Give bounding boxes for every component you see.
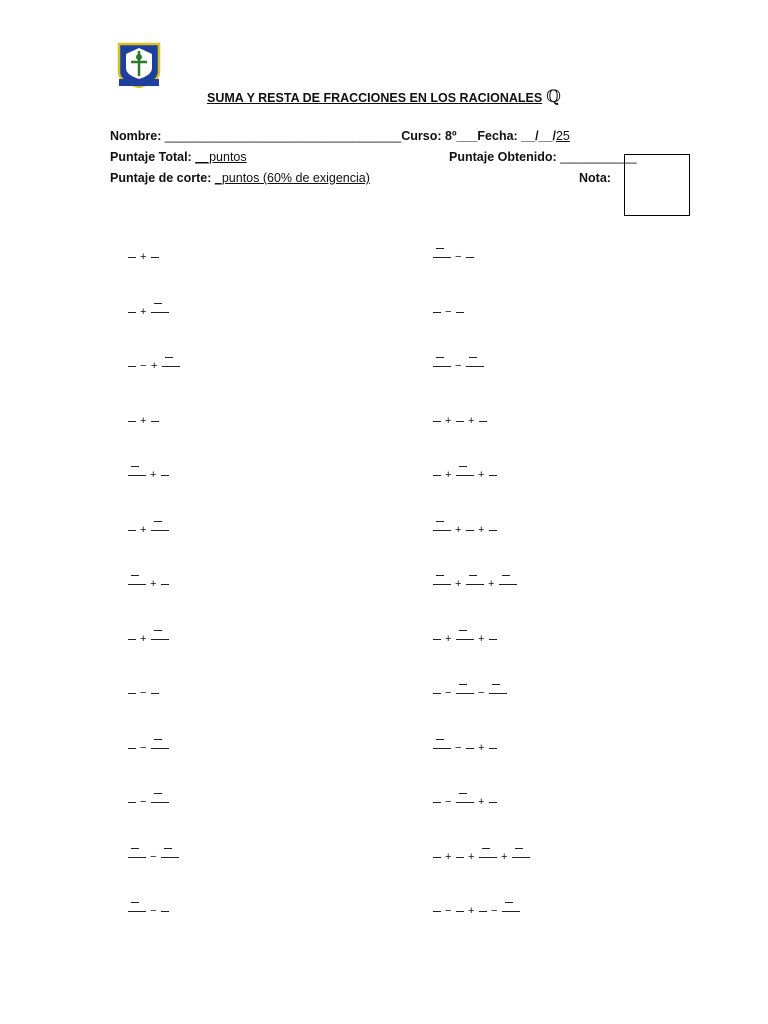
- minus-operator: −: [140, 796, 147, 808]
- blank-term[interactable]: [128, 639, 136, 640]
- numerator-blank[interactable]: [505, 902, 513, 903]
- fraction-bar: [466, 366, 484, 367]
- plus-operator: +: [468, 850, 475, 863]
- exercise-right-5: [433, 468, 633, 492]
- minus-operator: −: [491, 905, 498, 917]
- fraction-bar: [512, 857, 530, 858]
- exercise-right-1: [433, 250, 633, 274]
- puntaje-obtenido-label: Puntaje Obtenido:: [449, 150, 557, 164]
- fraction-bar: [433, 530, 451, 531]
- minus-operator: −: [150, 850, 157, 863]
- blank-term[interactable]: [128, 693, 136, 694]
- fecha-year: 25: [555, 129, 570, 143]
- plus-operator: +: [445, 850, 452, 863]
- plus-operator: +: [468, 905, 475, 917]
- grade-box[interactable]: [624, 154, 690, 216]
- fraction-bar: [479, 857, 497, 858]
- cutoff-row: [110, 171, 370, 185]
- blank-term[interactable]: [151, 257, 159, 258]
- blank-term[interactable]: [128, 802, 136, 803]
- blank-term[interactable]: [466, 530, 474, 531]
- fraction-bar: [499, 584, 517, 585]
- fraction-bar: [128, 475, 146, 476]
- plus-operator: +: [140, 523, 147, 536]
- numerator-blank[interactable]: [436, 248, 444, 249]
- numerator-blank[interactable]: [131, 575, 139, 576]
- school-logo: [117, 42, 161, 88]
- blank-term[interactable]: [433, 911, 441, 912]
- numerator-blank[interactable]: [482, 848, 490, 849]
- fecha-label: Fecha:: [477, 129, 518, 143]
- minus-operator: −: [455, 360, 462, 372]
- rational-set-symbol: ℚ: [546, 87, 562, 107]
- plus-operator: +: [151, 360, 158, 372]
- fraction-bar: [502, 911, 520, 912]
- fraction-bar: [128, 857, 146, 858]
- minus-operator: −: [455, 741, 462, 754]
- numerator-blank[interactable]: [502, 575, 510, 576]
- minus-operator: −: [478, 687, 485, 699]
- blank-term[interactable]: [128, 312, 136, 313]
- blank-term[interactable]: [433, 475, 441, 476]
- exercise-left-6: [128, 523, 328, 547]
- plus-operator: +: [478, 741, 485, 754]
- blank-term[interactable]: [433, 421, 441, 422]
- plus-operator: +: [478, 469, 485, 481]
- numerator-blank[interactable]: [469, 575, 477, 576]
- exercise-right-12: [433, 850, 633, 874]
- numerator-blank[interactable]: [154, 521, 162, 522]
- plus-operator: +: [140, 251, 147, 263]
- exercise-left-1: [128, 250, 328, 274]
- numerator-blank[interactable]: [154, 793, 162, 794]
- numerator-blank[interactable]: [459, 466, 467, 467]
- curso-field[interactable]: 8º___: [445, 129, 478, 143]
- blank-term[interactable]: [456, 911, 464, 912]
- plus-operator: +: [140, 632, 147, 645]
- fraction-bar: [456, 693, 474, 694]
- exercise-left-12: [128, 850, 328, 874]
- fraction-bar: [433, 366, 451, 367]
- plus-operator: +: [501, 850, 508, 863]
- exercise-left-11: [128, 795, 328, 819]
- exercise-left-8: [128, 632, 328, 656]
- fecha-field[interactable]: __/__/: [521, 129, 556, 143]
- exercise-left-3: [128, 359, 328, 383]
- blank-term[interactable]: [151, 421, 159, 422]
- plus-operator: +: [445, 414, 452, 427]
- plus-operator: +: [445, 469, 452, 481]
- minus-operator: −: [445, 305, 452, 318]
- puntaje-corte-label: Puntaje de corte:: [110, 171, 212, 185]
- exercise-right-6: [433, 523, 633, 547]
- plus-operator: +: [445, 632, 452, 645]
- puntaje-corte-field[interactable]: _puntos (60% de exigencia): [214, 171, 370, 185]
- plus-operator: +: [468, 414, 475, 427]
- plus-operator: +: [478, 632, 485, 645]
- numerator-blank[interactable]: [165, 357, 173, 358]
- blank-term[interactable]: [151, 693, 159, 694]
- nombre-field[interactable]: __________________________________: [164, 129, 402, 143]
- fraction-bar: [128, 911, 146, 912]
- numerator-blank[interactable]: [436, 739, 444, 740]
- blank-term[interactable]: [433, 639, 441, 640]
- blank-term[interactable]: [128, 366, 136, 367]
- exercise-left-2: [128, 305, 328, 329]
- minus-operator: −: [150, 905, 157, 917]
- blank-term[interactable]: [433, 312, 441, 313]
- exercise-right-10: [433, 741, 633, 765]
- fraction-bar: [433, 257, 451, 258]
- blank-term[interactable]: [161, 911, 169, 912]
- numerator-blank[interactable]: [131, 848, 139, 849]
- minus-operator: −: [140, 360, 147, 372]
- plus-operator: +: [478, 523, 485, 536]
- plus-operator: +: [455, 523, 462, 536]
- name-course-date-row: [110, 129, 570, 143]
- blank-term[interactable]: [161, 475, 169, 476]
- title-text: SUMA Y RESTA DE FRACCIONES EN LOS RACIONALES: [206, 91, 543, 105]
- blank-term[interactable]: [433, 802, 441, 803]
- blank-term[interactable]: [489, 639, 497, 640]
- blank-term[interactable]: [456, 857, 464, 858]
- blank-term[interactable]: [479, 421, 487, 422]
- blank-term[interactable]: [466, 748, 474, 749]
- numerator-blank[interactable]: [154, 630, 162, 631]
- exercise-right-11: [433, 795, 633, 819]
- fraction-bar: [151, 312, 169, 313]
- nota-label: Nota:: [579, 171, 611, 185]
- exercise-left-4: [128, 414, 328, 438]
- exercise-right-2: [433, 305, 633, 329]
- fraction-bar: [151, 802, 169, 803]
- plus-operator: +: [455, 578, 462, 590]
- numerator-blank[interactable]: [164, 848, 172, 849]
- fraction-bar: [151, 639, 169, 640]
- numerator-blank[interactable]: [154, 303, 162, 304]
- blank-term[interactable]: [489, 530, 497, 531]
- minus-operator: −: [140, 687, 147, 699]
- worksheet-title: [0, 87, 768, 107]
- exercise-right-3: [433, 359, 633, 383]
- numerator-blank[interactable]: [459, 793, 467, 794]
- exercise-left-13: [128, 904, 328, 928]
- numerator-blank[interactable]: [436, 575, 444, 576]
- numerator-blank[interactable]: [131, 466, 139, 467]
- plus-operator: +: [140, 305, 147, 318]
- score-row: [110, 150, 637, 164]
- minus-operator: −: [445, 905, 452, 917]
- blank-term[interactable]: [489, 475, 497, 476]
- exercise-left-10: [128, 741, 328, 765]
- fraction-bar: [128, 584, 146, 585]
- fraction-bar: [162, 366, 180, 367]
- nombre-label: Nombre:: [110, 129, 162, 143]
- fraction-bar: [433, 748, 451, 749]
- exercise-right-13: [433, 904, 633, 928]
- blank-term[interactable]: [489, 802, 497, 803]
- fraction-bar: [151, 748, 169, 749]
- numerator-blank[interactable]: [469, 357, 477, 358]
- fraction-bar: [456, 639, 474, 640]
- numerator-blank[interactable]: [459, 630, 467, 631]
- curso-label: Curso:: [401, 129, 442, 143]
- blank-term[interactable]: [128, 530, 136, 531]
- blank-term[interactable]: [466, 257, 474, 258]
- blank-term[interactable]: [456, 312, 464, 313]
- numerator-blank[interactable]: [154, 739, 162, 740]
- minus-operator: −: [445, 687, 452, 699]
- numerator-blank[interactable]: [131, 902, 139, 903]
- puntaje-total-field[interactable]: __puntos: [195, 150, 247, 164]
- numerator-blank[interactable]: [515, 848, 523, 849]
- blank-term[interactable]: [479, 911, 487, 912]
- numerator-blank[interactable]: [436, 521, 444, 522]
- exercise-right-4: [433, 414, 633, 438]
- fraction-bar: [489, 693, 507, 694]
- puntaje-total-label: Puntaje Total:: [110, 150, 192, 164]
- blank-term[interactable]: [433, 693, 441, 694]
- exercise-left-9: [128, 686, 328, 710]
- puntaje-obtenido-field[interactable]: ___________: [560, 150, 637, 164]
- numerator-blank[interactable]: [436, 357, 444, 358]
- fraction-bar: [456, 802, 474, 803]
- blank-term[interactable]: [161, 584, 169, 585]
- exercise-right-8: [433, 632, 633, 656]
- numerator-blank[interactable]: [459, 684, 467, 685]
- fraction-bar: [161, 857, 179, 858]
- blank-term[interactable]: [456, 421, 464, 422]
- minus-operator: −: [140, 741, 147, 754]
- minus-operator: −: [445, 796, 452, 808]
- blank-term[interactable]: [128, 257, 136, 258]
- fraction-bar: [456, 475, 474, 476]
- exercise-left-7: [128, 577, 328, 601]
- plus-operator: +: [150, 469, 157, 481]
- plus-operator: +: [140, 414, 147, 427]
- fraction-bar: [433, 584, 451, 585]
- blank-term[interactable]: [489, 748, 497, 749]
- exercise-left-5: [128, 468, 328, 492]
- numerator-blank[interactable]: [492, 684, 500, 685]
- blank-term[interactable]: [433, 857, 441, 858]
- plus-operator: +: [478, 796, 485, 808]
- fraction-bar: [151, 530, 169, 531]
- minus-operator: −: [455, 251, 462, 263]
- blank-term[interactable]: [128, 421, 136, 422]
- exercise-right-7: [433, 577, 633, 601]
- plus-operator: +: [150, 578, 157, 590]
- blank-term[interactable]: [128, 748, 136, 749]
- plus-operator: +: [488, 578, 495, 590]
- exercise-right-9: [433, 686, 633, 710]
- fraction-bar: [466, 584, 484, 585]
